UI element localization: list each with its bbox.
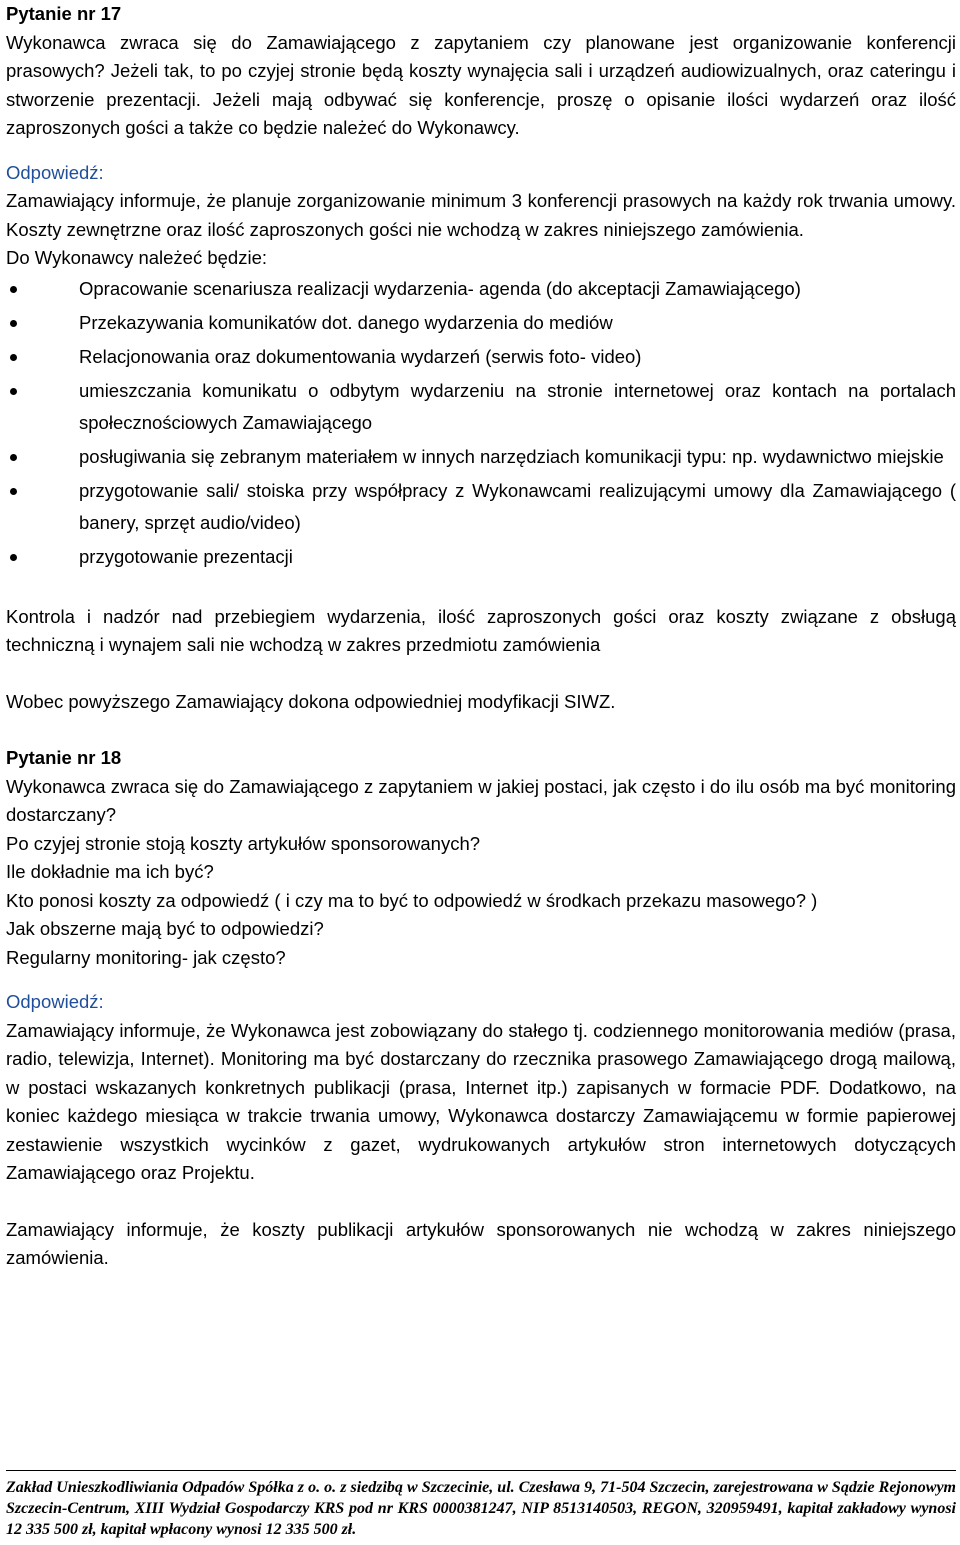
bullet-icon [10, 286, 17, 293]
question-18-text-3: Ile dokładnie ma ich być? [6, 861, 214, 882]
question-18-answer-label: Odpowiedź: [6, 991, 104, 1012]
question-18-title: Pytanie nr 18 [6, 747, 122, 768]
question-18-answer-1: Zamawiający informuje, że Wykonawca jest zobowiązany do stałego tj. codziennego monitorowania mediów (prasa, radio, telewizja, Internet). Monitoring ma być dostarczany do rzecznika prasowego Zamawiającego drogą mailową, w postaci wskazanych konkretnych publikacji (prasa, Internet itp.) zapisanych w formacie PDF. Dodatkowo, na koniec każdego miesiąca w trakcie trwania umowy, Wykonawca dostarczy Zamawiającemu w formie papierowej zestawienie wszystkich wycinków z gazet, wydrukowanych artykułów stron internetowych dotyczących Zamawiającego oraz Projektu. [6, 1019, 956, 1183]
bullet-icon [10, 554, 17, 561]
list-item: przygotowanie sali/ stoiska przy współpracy z Wykonawcami realizującymi umowy dla Zamawiającego ( banery, sprzęt audio/video) [6, 475, 956, 539]
question-18-text-1: Wykonawca zwraca się do Zamawiającego z zapytaniem w jakiej postaci, jak często i do ilu osób ma być monitoring dostarczany? [6, 775, 956, 825]
document-body [6, 0, 956, 1273]
question-17-title: Pytanie nr 17 [6, 3, 122, 24]
question-18-text-6: Regularny monitoring- jak często? [6, 946, 286, 968]
bullet-icon [10, 454, 17, 461]
question-17-conclusion: Wobec powyższego Zamawiający dokona odpowiedniej modyfikacji SIWZ. [6, 690, 616, 712]
question-18-text-5: Jak obszerne mają być to odpowiedzi? [6, 918, 324, 939]
list-item: Opracowanie scenariusza realizacji wydarzenia- agenda (do akceptacji Zamawiającego) [6, 273, 956, 305]
bullet-icon [10, 354, 17, 361]
footer-company-info: Zakład Unieszkodliwiania Odpadów Spółka z o. o. z siedzibą w Szczecinie, ul. Czesława 9, 71-504 Szczecin, zarejestrowana w Sądzie Rejonowym Szczecin-Centrum, XIII Wydział Gospodarczy KRS pod nr KRS 0000381247, NIP 8513140503, REGON, 320959491, kapitał zakładowy wynosi 12 335 500 zł, kapitał wpłacony wynosi 12 335 500 zł. [6, 1479, 956, 1538]
list-item: przygotowanie prezentacji [6, 541, 956, 573]
question-17-answer-label: Odpowiedź: [6, 161, 104, 183]
list-item: umieszczania komunikatu o odbytym wydarzeniu na stronie internetowej oraz kontach na portalach społecznościowych Zamawiającego [6, 375, 956, 439]
question-18-text-2: Po czyjej stronie stoją koszty artykułów sponsorowanych? [6, 832, 481, 854]
footer-divider [6, 1470, 956, 1471]
list-item: Przekazywania komunikatów dot. danego wydarzenia do mediów [6, 307, 956, 339]
question-18-answer-2: Zamawiający informuje, że koszty publikacji artykułów sponsorowanych nie wchodzą w zakres niniejszego zamówienia. [6, 1218, 956, 1268]
question-17-control: Kontrola i nadzór nad przebiegiem wydarzenia, ilość zaproszonych gości oraz koszty związane z obsługą techniczną i wynajem sali nie wchodzą w zakres przedmiotu zamówienia [6, 605, 956, 655]
bullet-icon [10, 320, 17, 327]
bullet-icon [10, 388, 17, 395]
question-17-text: Wykonawca zwraca się do Zamawiającego z zapytaniem czy planowane jest organizowanie konferencji prasowych? Jeżeli tak, to po czyjej stronie będą koszty wynajęcia sali i urządzeń audiowizualnych, oraz cateringu i stworzenie prezentacji. Jeżeli mają odbywać się konferencje, proszę o opisanie ilości wydarzeń oraz ilość zaproszonych gości a także co będzie należeć do Wykonawcy. [6, 31, 956, 138]
contractor-duties-list [6, 273, 956, 573]
page-footer [6, 1470, 956, 1540]
question-17-list-intro: Do Wykonawcy należeć będzie: [6, 247, 268, 268]
question-17-answer-intro: Zamawiający informuje, że planuje zorganizowanie minimum 3 konferencji prasowych na każdy rok trwania umowy. Koszty zewnętrzne oraz ilość zaproszonych gości nie wchodzą w zakres niniejszego zamówienia. [6, 190, 956, 240]
question-18-text-4: Kto ponosi koszty za odpowiedź ( i czy ma to być to odpowiedź w środkach przekazu masowego? ) [6, 889, 818, 911]
list-item: posługiwania się zebranym materiałem w innych narzędziach komunikacji typu: np. wydawnictwo miejskie [6, 441, 956, 473]
bullet-icon [10, 488, 17, 495]
list-item: Relacjonowania oraz dokumentowania wydarzeń (serwis foto- video) [6, 341, 956, 373]
